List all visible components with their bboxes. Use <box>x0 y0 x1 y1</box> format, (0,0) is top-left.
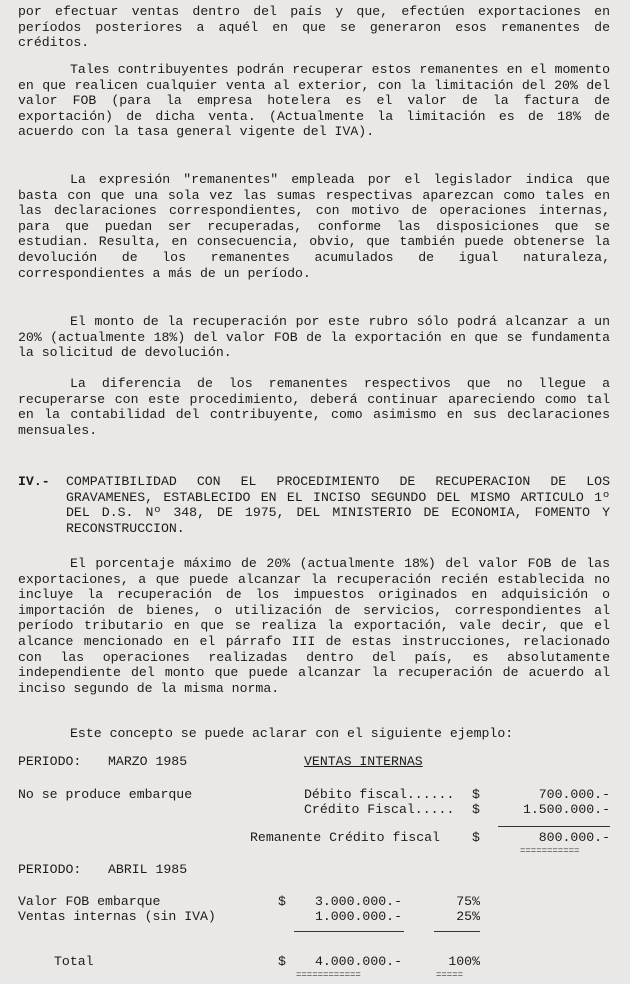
subtotal-rule <box>498 826 610 827</box>
total-label: Total <box>54 954 94 969</box>
paragraph-continuation: por efectuar ventas dentro del país y que, efectúen exportaciones en períodos posteriores a aquél en que se generaron esos remanentes de créditos. <box>18 4 610 51</box>
paragraph-diferencia-remanentes: La diferencia de los remanentes respectivos que no llegue a recuperarse con este procedimiento, deberá continuar apareciendo como tal en la contabilidad del contribuyente, como asimismo en sus declaraciones mensuales. <box>18 376 610 438</box>
ventas-internas-label: Ventas internas (sin IVA) <box>18 909 216 924</box>
paragraph-expresion-remanentes: La expresión "remanentes" empleada por el legislador indica que basta con que una sola vez las sumas respectivas aparezcan como tales en las declaraciones correspondientes, con motivo de operaciones internas, para que puedan ser recuperadas, conforme las disposiciones que se estudian. Resulta, en consecuencia, obvio, que también puede obtenerse la devolución de los remanentes acumulados de igual naturaleza, correspondientes a más de un período. <box>18 172 610 281</box>
ventas-internas-pct: 25% <box>456 909 480 924</box>
period-label: PERIODO: <box>18 754 82 769</box>
remanente-currency: $ <box>472 830 480 845</box>
fob-pct: 75% <box>456 894 480 909</box>
fob-amount: 3.000.000.- <box>314 894 402 909</box>
total-pct: 100% <box>448 954 480 969</box>
credito-currency: $ <box>472 802 480 817</box>
total-amount: 4.000.000.- <box>314 954 402 969</box>
remanente-label: Remanente Crédito fiscal <box>250 830 440 845</box>
total-currency: $ <box>278 954 286 969</box>
total-amount-double-rule: ============ <box>296 970 361 980</box>
section-title: COMPATIBILIDAD CON EL PROCEDIMIENTO DE RECUPERACION DE LOS GRAVAMENES, ESTABLECIDO EN EL INCISO SEGUNDO DEL MISMO ARTICULO 1º DEL D.S. Nº 348, DE 1975, DEL MINISTERIO DE ECONOMIA, FOMENTO Y RECONSTRUCCION. <box>66 474 610 536</box>
fob-currency: $ <box>278 894 286 909</box>
amount-subtotal-rule <box>294 931 404 932</box>
paragraph-porcentaje-maximo: El porcentaje máximo de 20% (actualmente 18%) del valor FOB de las exportaciones, a que puede alcanzar la recuperación recién establecida no incluye la recuperación de los impuestos originados en adquisición o importación de bienes, o utilización de servicios, correspondientes al período tributario en que se realiza la exportación, vale decir, que el alcance mencionado en el párrafo III de estas instrucciones, relacionado con las operaciones realizadas dentro del país, es absolutamente independiente del monto que puede alcanzar la recuperación de acuerdo al inciso segundo de la misma norma. <box>18 556 610 696</box>
period-label: PERIODO: <box>18 862 82 877</box>
total-pct-double-rule: ===== <box>436 970 464 980</box>
fob-label: Valor FOB embarque <box>18 894 161 909</box>
ventas-internas-heading: VENTAS INTERNAS <box>304 754 423 769</box>
credito-label: Crédito Fiscal..... <box>304 802 455 817</box>
paragraph-monto-recuperacion: El monto de la recuperación por este rubro sólo podrá alcanzar a un 20% (actualmente 18%) del valor FOB de la exportación en que se fundamenta la solicitud de devolución. <box>18 314 610 361</box>
ventas-internas-amount: 1.000.000.- <box>314 909 402 924</box>
paragraph-ejemplo-intro: Este concepto se puede aclarar con el siguiente ejemplo: <box>70 726 514 741</box>
period-value: MARZO 1985 <box>108 754 188 769</box>
debito-currency: $ <box>472 787 480 802</box>
debito-amount: 700.000.- <box>538 787 610 802</box>
period-value: ABRIL 1985 <box>108 862 188 877</box>
remanente-amount: 800.000.- <box>538 830 610 845</box>
remanente-double-rule: =========== <box>520 846 580 856</box>
pct-subtotal-rule <box>434 931 480 932</box>
credito-amount: 1.500.000.- <box>522 802 610 817</box>
paragraph-tales-contribuyentes: Tales contribuyentes podrán recuperar estos remanentes en el momento en que realicen cualquier venta al exterior, con la limitación del 20% del valor FOB (para la empresa hotelera es el valor de la factura de exportación) de dicha venta. (Actualmente la limitación es de 18% de acuerdo con la tasa general vigente del IVA). <box>18 62 610 140</box>
debito-label: Débito fiscal...... <box>304 787 455 802</box>
no-embarque-note: No se produce embarque <box>18 787 193 802</box>
section-number: IV.- <box>18 474 50 489</box>
